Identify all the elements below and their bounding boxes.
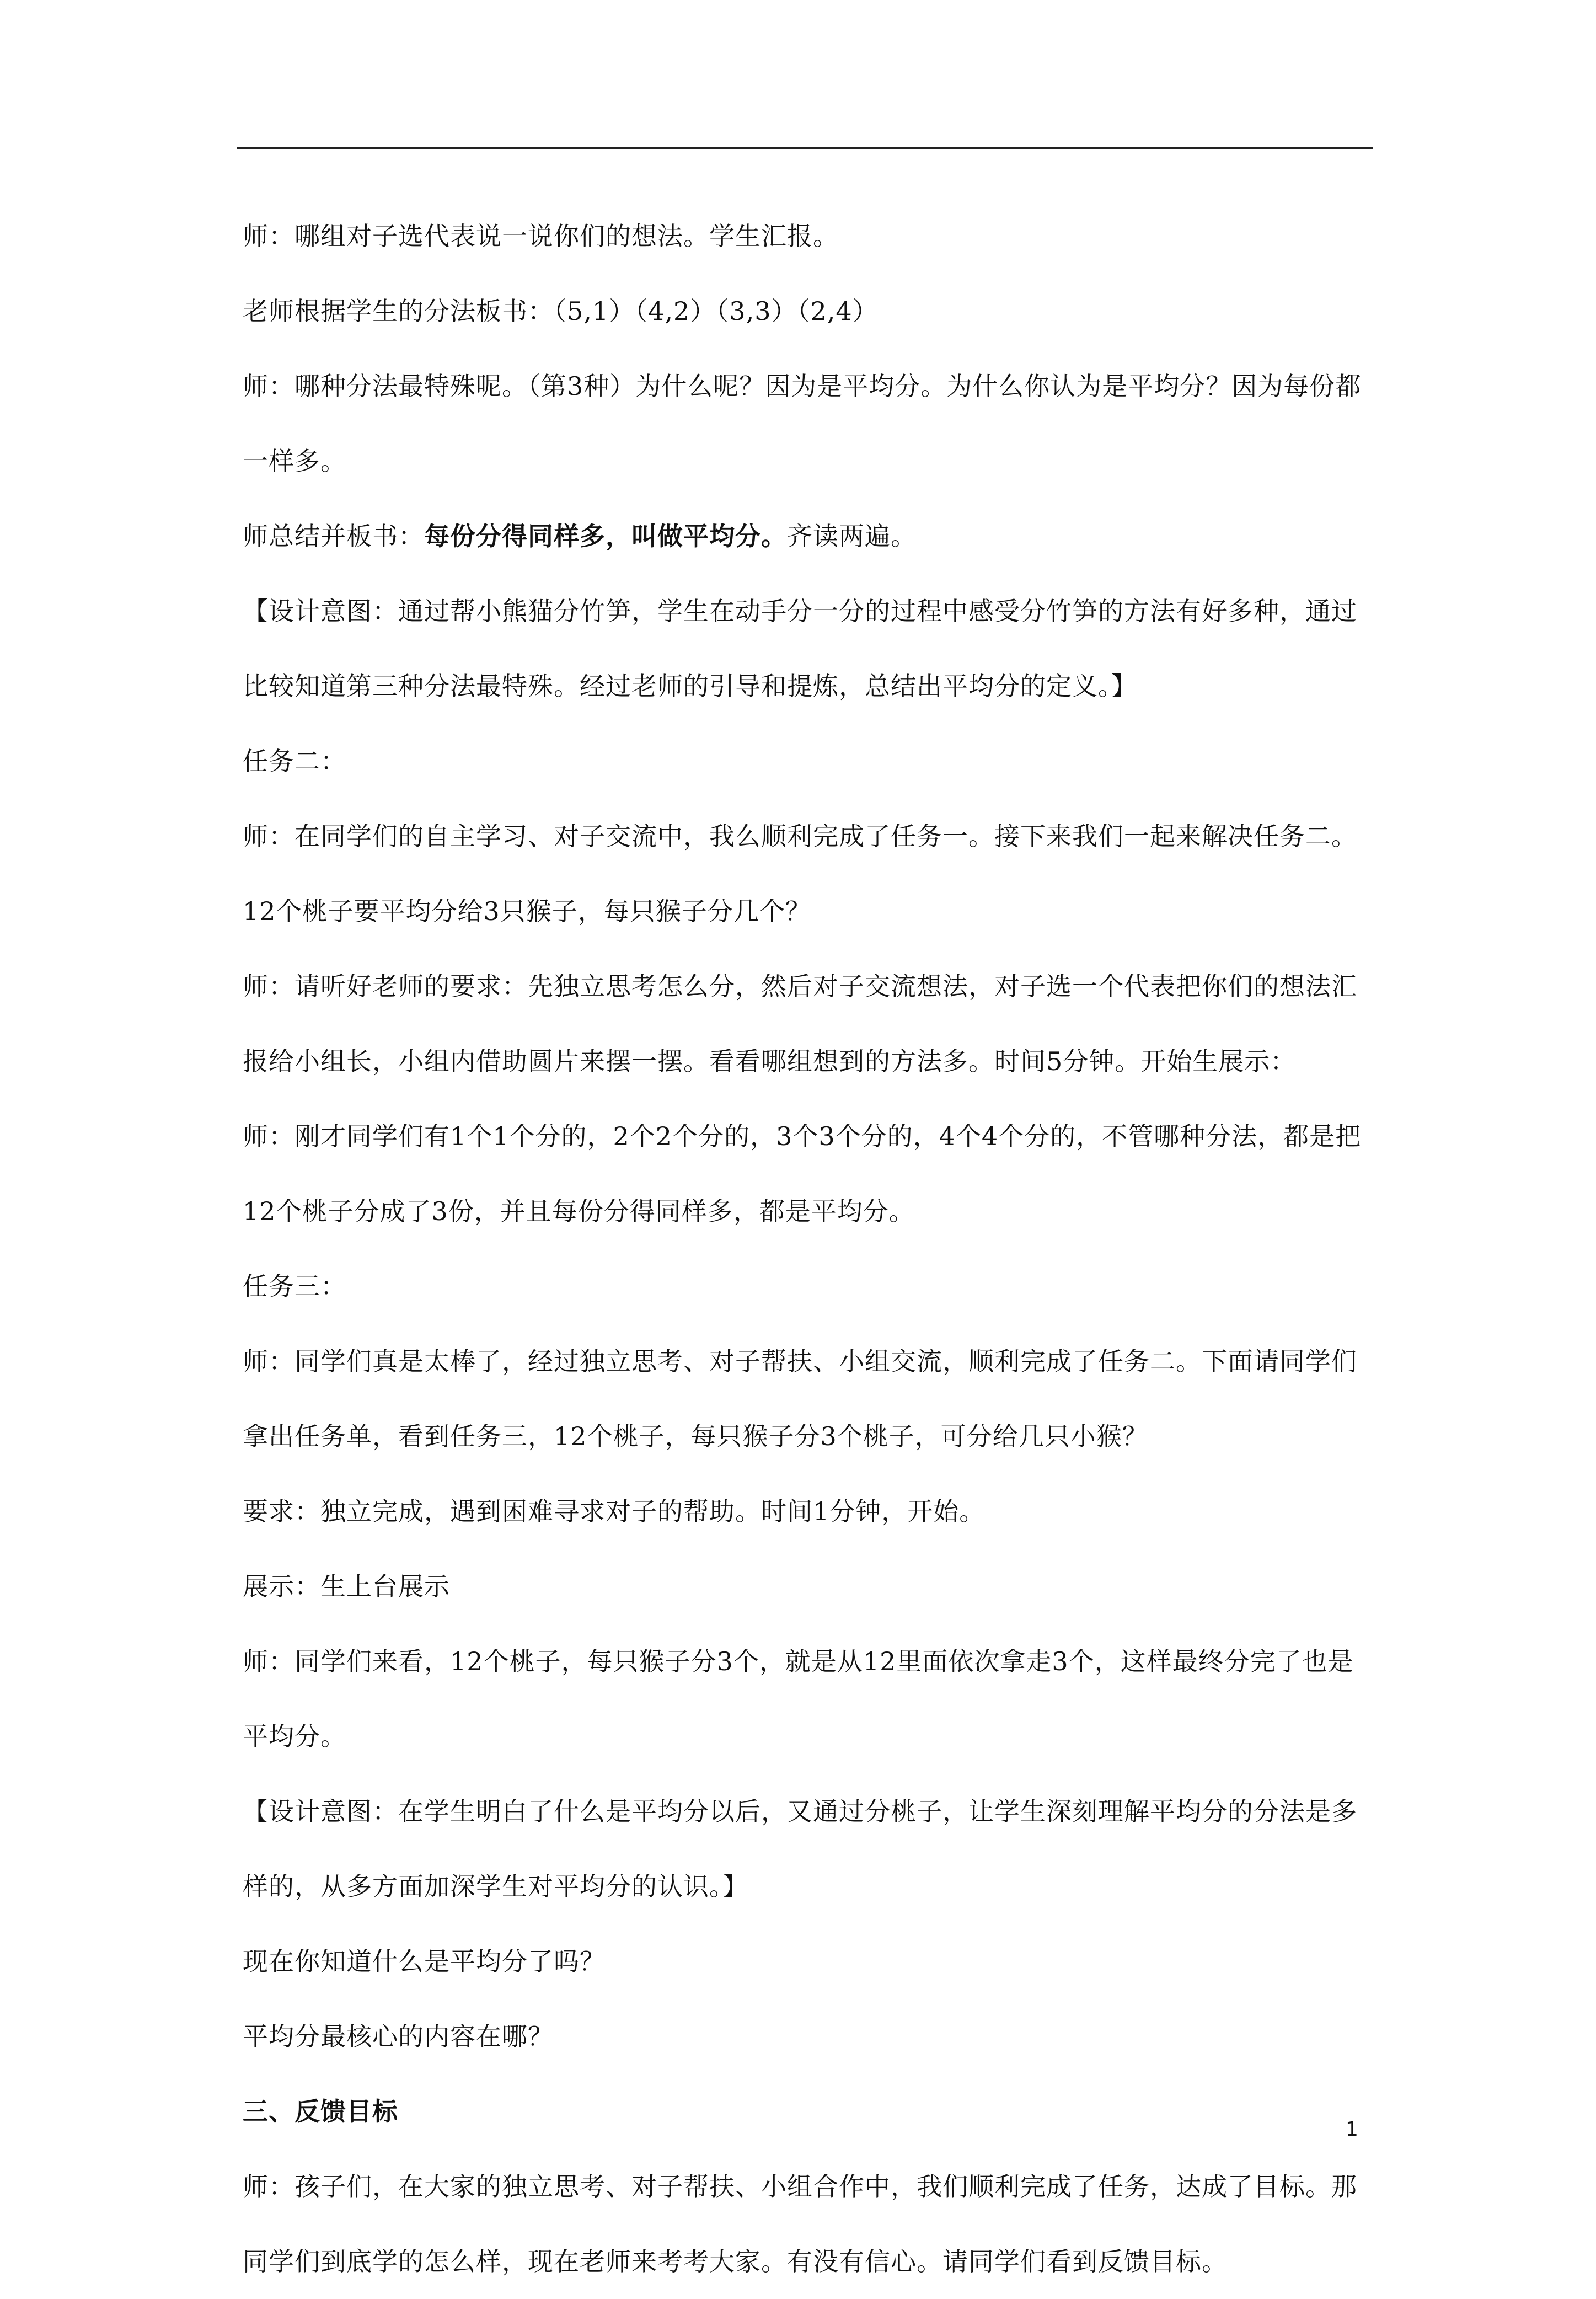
paragraph-question-1 — [243, 1924, 1373, 1999]
paragraph-text: 师：在同学们的自主学习、对子交流中，我么顺利完成了任务一。接下来我们一起来解决任务二。 — [243, 821, 1357, 851]
paragraph-task-two-intro — [243, 799, 1373, 874]
paragraph-text: 平均分最核心的内容在哪？ — [243, 2022, 554, 2051]
paragraph-text: 师：哪组对子选代表说一说你们的想法。学生汇报。 — [243, 221, 839, 251]
paragraph-special-method — [243, 349, 1373, 499]
paragraph-text: 师：孩子们，在大家的独立思考、对子帮扶、小组合作中，我们顺利完成了任务，达成了目标。那同学们到底学的怎么样，现在老师来考考大家。有没有信心。请同学们看到反馈目标。 — [243, 2172, 1357, 2276]
paragraph-design-intent-2 — [243, 1774, 1373, 1924]
paragraph-task-three-intro — [243, 1324, 1373, 1474]
paragraph-summary — [243, 499, 1373, 574]
paragraph-text: 师：请听好老师的要求：先独立思考怎么分，然后对子交流想法，对子选一个代表把你们的想法汇报给小组长，小组内借助圆片来摆一摆。看看哪组想到的方法多。时间5分钟。开始生展示： — [243, 971, 1357, 1076]
paragraph-question-2 — [243, 1999, 1373, 2074]
paragraph-text: 师：同学们真是太棒了，经过独立思考、对子帮扶、小组交流，顺利完成了任务二。下面请同学们拿出任务单，看到任务三，12个桃子，每只猴子分3个桃子，可分给几只小猴？ — [243, 1346, 1357, 1451]
paragraph-teacher-ask-pairs — [243, 199, 1373, 274]
paragraph-text: 三、反馈目标 — [243, 2097, 398, 2126]
paragraph-text: 老师根据学生的分法板书：（5,1）（4,2）（3,3）（2,4） — [243, 296, 879, 326]
paragraph-board-notes — [243, 274, 1373, 349]
header-rule — [237, 147, 1373, 149]
paragraph-teacher-requirements — [243, 949, 1373, 1099]
paragraph-requirement — [243, 1474, 1373, 1549]
paragraph-text: 现在你知道什么是平均分了吗？ — [243, 1947, 606, 1976]
paragraph-teacher-explain — [243, 1624, 1373, 1774]
paragraph-design-intent-1 — [243, 574, 1373, 724]
paragraph-text: 任务二： — [243, 746, 346, 776]
paragraph-text: 展示：生上台展示 — [243, 1571, 450, 1601]
page-number: 1 — [1346, 2118, 1358, 2141]
paragraph-display — [243, 1549, 1373, 1624]
paragraph-text: 任务三： — [243, 1271, 346, 1301]
document-body — [243, 199, 1373, 2299]
paragraph-text: 12个桃子要平均分给3只猴子，每只猴子分几个？ — [243, 896, 811, 926]
paragraph-text: 【设计意图：在学生明白了什么是平均分以后，又通过分桃子，让学生深刻理解平均分的分法是多样的，从多方面加深学生对平均分的认识。】 — [243, 1797, 1357, 1901]
section-heading-feedback — [243, 2074, 1373, 2149]
paragraph-text: 师：刚才同学们有1个1个分的，2个2个分的，3个3个分的，4个4个分的，不管哪种分法，都是把12个桃子分成了3份，并且每份分得同样多，都是平均分。 — [243, 1121, 1362, 1226]
heading-task-three — [243, 1249, 1373, 1324]
paragraph-text: 齐读两遍。 — [787, 521, 917, 551]
paragraph-text: 要求：独立完成，遇到困难寻求对子的帮助。时间1分钟，开始。 — [243, 1496, 986, 1526]
paragraph-peach-problem — [243, 874, 1373, 949]
paragraph-text: 师总结并板书： — [243, 521, 424, 551]
paragraph-text: 师：同学们来看，12个桃子，每只猴子分3个，就是从12里面依次拿走3个，这样最终分完了也是平均分。 — [243, 1646, 1354, 1751]
paragraph-methods-summary — [243, 1099, 1373, 1249]
heading-task-two — [243, 724, 1373, 799]
paragraph-text: 【设计意图：通过帮小熊猫分竹笋，学生在动手分一分的过程中感受分竹笋的方法有好多种，通过比较知道第三种分法最特殊。经过老师的引导和提炼，总结出平均分的定义。】 — [243, 596, 1357, 701]
paragraph-text: 师：哪种分法最特殊呢。（第3种）为什么呢？因为是平均分。为什么你认为是平均分？因为每份都一样多。 — [243, 371, 1362, 476]
paragraph-feedback-intro — [243, 2149, 1373, 2299]
definition-bold-text: 每份分得同样多，叫做平均分。 — [424, 521, 787, 551]
